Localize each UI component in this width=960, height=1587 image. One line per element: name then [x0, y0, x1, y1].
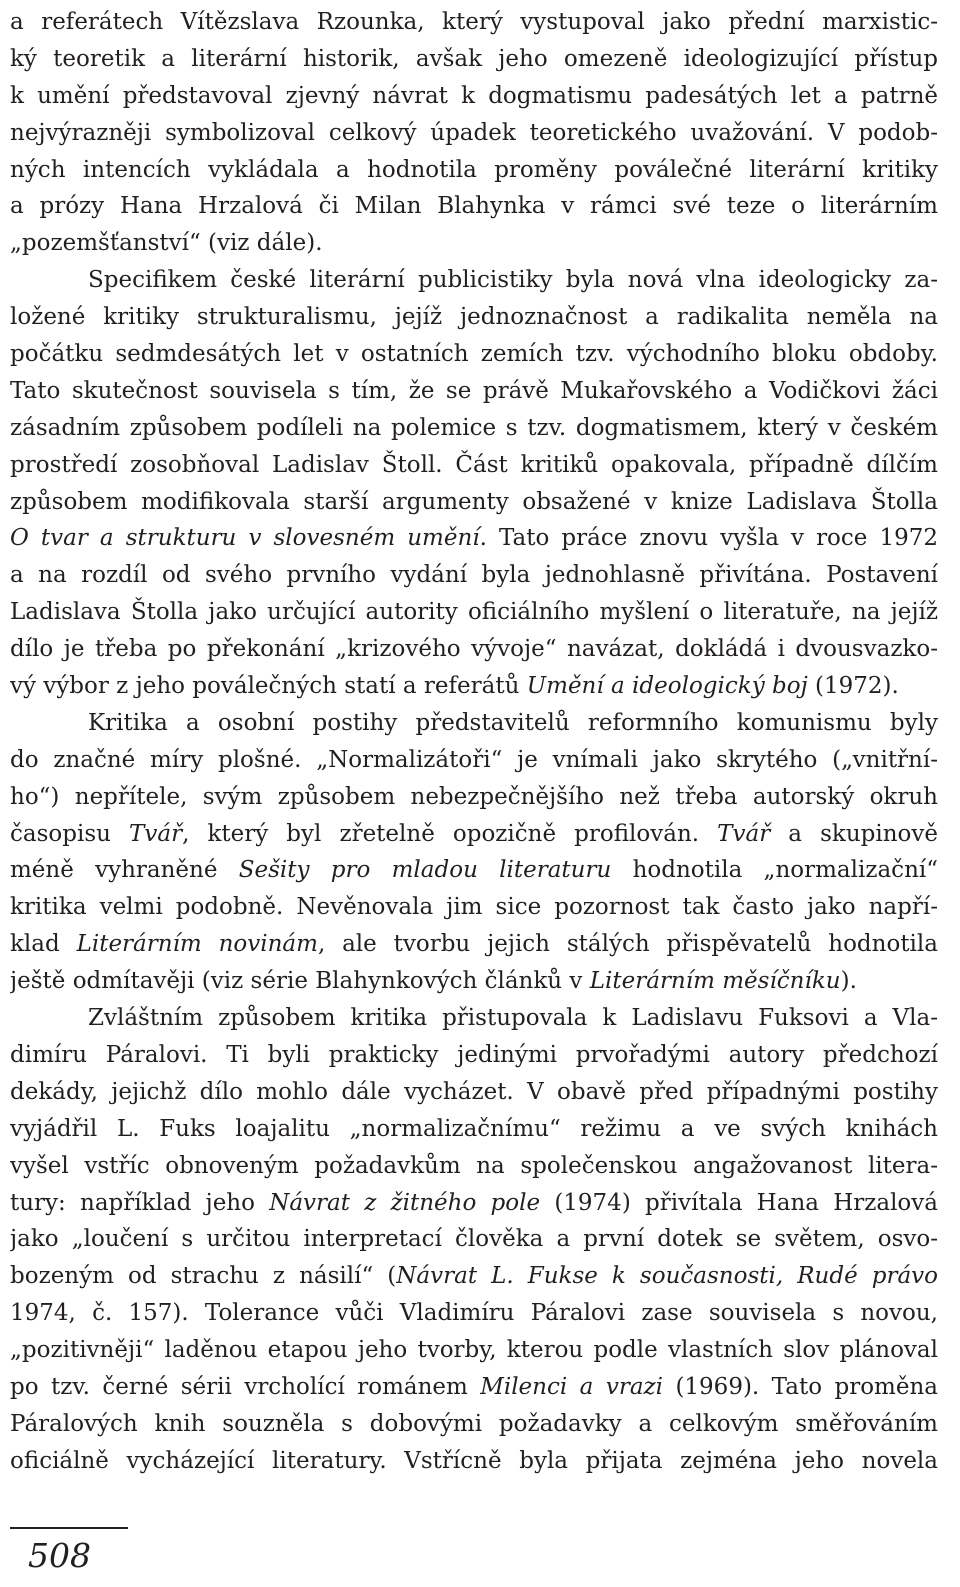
text-segment: časopisu	[10, 820, 130, 847]
text-segment: „pozemšťanství“ (viz dále).	[10, 230, 323, 257]
text-segment: ných intencích vykládala a hodnotila proměny poválečné literární kritiky	[10, 156, 938, 183]
text-line	[10, 188, 938, 225]
folio-rule	[10, 1527, 128, 1529]
text-line	[10, 631, 938, 668]
text-line	[10, 299, 938, 336]
text-segment: ložené kritiky strukturalismu, jejíž jednoznačnost a radikalita neměla na	[10, 304, 938, 331]
text-segment: ještě odmítavěji (viz série Blahynkových článků v	[10, 968, 590, 995]
text-segment: ho“) nepřítele, svým způsobem nebezpečnějšího než třeba autorský okruh	[10, 783, 938, 810]
text-line	[10, 484, 938, 521]
text-line	[10, 373, 938, 410]
text-segment: počátku sedmdesátých let v ostatních zemích tzv. východního bloku obdoby.	[10, 341, 938, 368]
italic-title: Tvář	[717, 820, 771, 847]
text-segment: (1974) přivítala Hana Hrzalová	[540, 1189, 938, 1216]
text-line	[10, 889, 938, 926]
text-line	[10, 1037, 938, 1074]
text-segment: „pozitivněji“ laděnou etapou jeho tvorby, kterou podle vlastních slov plánoval	[10, 1337, 938, 1364]
text-line	[10, 1332, 938, 1369]
text-segment: bozeným od strachu z násilí“ (	[10, 1263, 397, 1290]
text-segment: Zvláštním způsobem kritika přistupovala k Ladislavu Fuksovi a Vla-	[88, 1005, 938, 1032]
text-line	[10, 779, 938, 816]
text-segment: dimíru Páralovi. Ti byli prakticky jedinými prvořadými autory předchozí	[10, 1041, 938, 1068]
italic-title: Sešity pro mladou literaturu	[238, 857, 612, 884]
text-segment: méně vyhraněné	[10, 857, 239, 884]
italic-title: Umění a ideologický boj	[526, 673, 808, 700]
text-line	[10, 336, 938, 373]
text-segment: klad	[10, 931, 77, 958]
text-segment: ).	[840, 968, 857, 995]
text-line	[10, 410, 938, 447]
text-segment: 1974, č. 157). Tolerance vůči Vladimíru Páralovi zase souvisela s novou,	[10, 1300, 938, 1327]
italic-title: Návrat L. Fukse k současnosti, Rudé právo	[396, 1263, 938, 1290]
text-line	[10, 1406, 938, 1443]
text-line	[10, 816, 938, 853]
text-segment: (1969). Tato proměna	[663, 1373, 938, 1400]
text-segment: (1972).	[807, 673, 899, 700]
text-line	[10, 1443, 938, 1480]
text-line	[10, 594, 938, 631]
text-line	[10, 1185, 938, 1222]
text-line	[10, 668, 938, 705]
text-segment: k umění představoval zjevný návrat k dogmatismu padesátých let a patrně	[10, 82, 938, 109]
text-line	[10, 1111, 938, 1148]
text-segment: hodnotila „normalizační“	[611, 857, 938, 884]
text-segment: vyjádřil L. Fuks loajalitu „normalizačnímu“ režimu a ve svých knihách	[10, 1115, 938, 1142]
text-segment: Kritika a osobní postihy představitelů reformního komunismu byly	[88, 709, 938, 736]
text-segment: tury: například jeho	[10, 1189, 270, 1216]
text-segment: , který byl zřetelně opozičně profilován.	[182, 820, 718, 847]
text-segment: Ladislava Štolla jako určující autority oficiálního myšlení o literatuře, na jejíž	[10, 599, 938, 626]
text-segment: a referátech Vítězslava Rzounka, který vystupoval jako přední marxistic-	[10, 9, 938, 35]
text-segment: oficiálně vycházející literatury. Vstřícně byla přijata zejména jeho novela	[10, 1447, 938, 1474]
text-line	[10, 963, 938, 1000]
italic-title: Návrat z žitného pole	[269, 1189, 541, 1216]
page-number: 508	[28, 1536, 91, 1575]
italic-title: O tvar a strukturu v slovesném umění	[10, 525, 480, 552]
text-line	[10, 1000, 938, 1037]
text-line	[10, 225, 938, 262]
italic-title: Literárním měsíčníku	[589, 968, 841, 995]
text-line	[10, 1295, 938, 1332]
text-line	[10, 152, 938, 189]
text-segment: Specifikem české literární publicistiky byla nová vlna ideologicky za-	[88, 267, 938, 294]
text-line	[10, 742, 938, 779]
text-segment: zásadním způsobem podíleli na polemice s tzv. dogmatismem, který v českém	[10, 414, 938, 441]
text-line	[10, 262, 938, 299]
text-segment: ký teoretik a literární historik, avšak jeho omezeně ideologizující přístup	[10, 45, 938, 72]
text-segment: a prózy Hana Hrzalová či Milan Blahynka v rámci své teze o literárním	[10, 193, 938, 220]
text-line	[10, 41, 938, 78]
italic-title: Tvář	[129, 820, 183, 847]
text-segment: způsobem modifikovala starší argumenty obsažené v knize Ladislava Štolla	[10, 488, 938, 515]
text-segment: Páralových knih souzněla s dobovými požadavky a celkovým směřováním	[10, 1410, 938, 1437]
text-segment: nejvýrazněji symbolizoval celkový úpadek teoretického uvažování. V podob-	[10, 119, 938, 146]
text-line	[10, 447, 938, 484]
text-line	[10, 1074, 938, 1111]
text-line	[10, 1221, 938, 1258]
text-line	[10, 852, 938, 889]
text-segment: vyšel vstříc obnoveným požadavkům na společenskou angažovanost litera-	[10, 1152, 938, 1179]
text-segment: po tzv. černé sérii vrcholící románem	[10, 1373, 481, 1400]
text-segment: Tato skutečnost souvisela s tím, že se právě Mukařovského a Vodičkovi žáci	[10, 377, 938, 404]
text-segment: a skupinově	[770, 820, 938, 847]
text-segment: prostředí zosobňoval Ladislav Štoll. Část kritiků opakovala, případně dílčím	[10, 451, 938, 478]
text-segment: . Tato práce znovu vyšla v roce 1972	[479, 525, 938, 552]
text-line	[10, 926, 938, 963]
text-line	[10, 1369, 938, 1406]
text-line	[10, 1258, 938, 1295]
text-line	[10, 520, 938, 557]
text-line	[10, 557, 938, 594]
text-line	[10, 115, 938, 152]
text-segment: , ale tvorbu jejich stálých přispěvatelů hodnotila	[317, 931, 938, 958]
text-segment: vý výbor z jeho poválečných statí a referátů	[10, 673, 527, 700]
text-segment: kritika velmi podobně. Nevěnovala jim sice pozornost tak často jako napří-	[10, 894, 938, 921]
italic-title: Milenci a vrazi	[480, 1373, 663, 1400]
text-line	[10, 4, 938, 41]
book-page-body	[10, 0, 938, 1480]
text-segment: do značné míry plošné. „Normalizátoři“ je vnímali jako skrytého („vnitřní-	[10, 746, 938, 773]
italic-title: Literárním novinám	[76, 931, 318, 958]
text-segment: dekády, jejichž dílo mohlo dále vycházet. V obavě před případnými postihy	[10, 1078, 938, 1105]
text-segment: dílo je třeba po překonání „krizového vývoje“ navázat, dokládá i dvousvazko-	[10, 636, 938, 663]
text-line	[10, 78, 938, 115]
text-segment: jako „loučení s určitou interpretací člověka a první dotek se světem, osvo-	[10, 1226, 938, 1253]
text-line	[10, 705, 938, 742]
text-segment: a na rozdíl od svého prvního vydání byla jednohlasně přivítána. Postavení	[10, 562, 938, 589]
text-line	[10, 1148, 938, 1185]
